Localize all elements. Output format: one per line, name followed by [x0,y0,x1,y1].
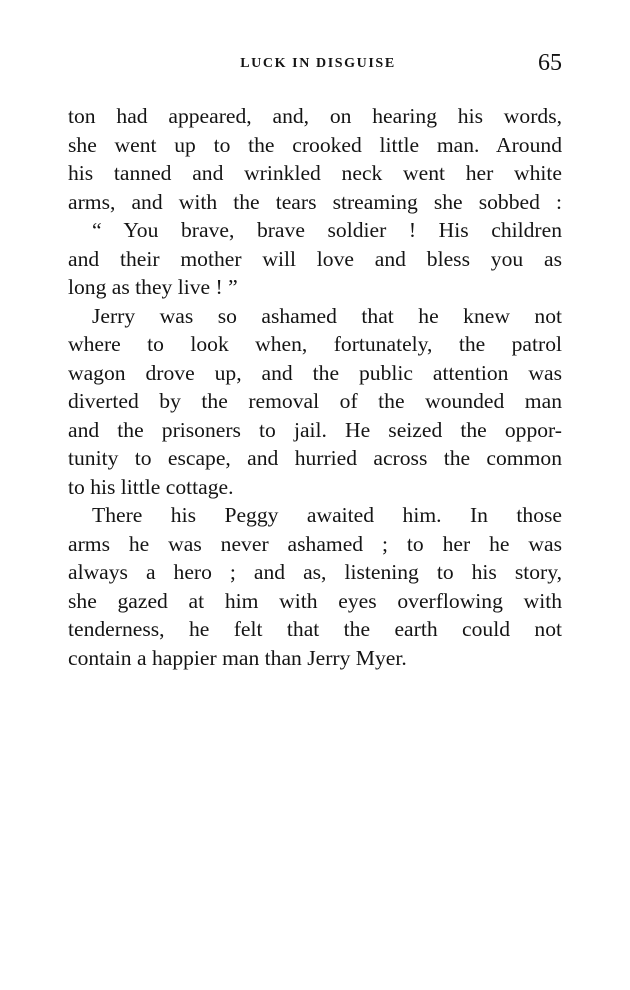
text-line: to his little cottage. [68,474,234,499]
text-line: diverted by the removal of the wounded man [68,389,562,413]
text-line: ton had appeared, and, on hearing his words, [68,104,562,128]
text-line: his tanned and wrinkled neck went her white [68,161,562,185]
text-line: she went up to the crooked little man. Around [68,132,562,157]
text-line: long as they live ! ” [68,275,238,299]
body-text [68,102,562,672]
text-line: tunity to escape, and hurried across the common [68,446,562,470]
text-line: contain a happier man than Jerry Myer. [68,645,407,670]
text-line: she gazed at him with eyes overflowing with [68,588,562,613]
text-line: where to look when, fortunately, the patrol [68,332,562,356]
running-title: LUCK IN DISGUISE [240,56,396,71]
text-line: and their mother will love and bless you as [68,246,562,271]
page-number: 65 [538,50,562,76]
text-line: always a hero ; and as, listening to his story, [68,560,562,584]
running-head [0,50,630,80]
text-line: wagon drove up, and the public attention was [68,360,562,385]
text-line: There his Peggy awaited him. In those [92,503,562,527]
text-line: “ You brave, brave soldier ! His children [92,218,562,242]
text-line: and the prisoners to jail. He seized the oppor- [68,417,562,442]
text-line: arms he was never ashamed ; to her he was [68,531,562,556]
text-line: Jerry was so ashamed that he knew not [92,303,562,328]
text-line: tenderness, he felt that the earth could not [68,617,562,641]
text-line: arms, and with the tears streaming she sobbed : [68,189,562,214]
